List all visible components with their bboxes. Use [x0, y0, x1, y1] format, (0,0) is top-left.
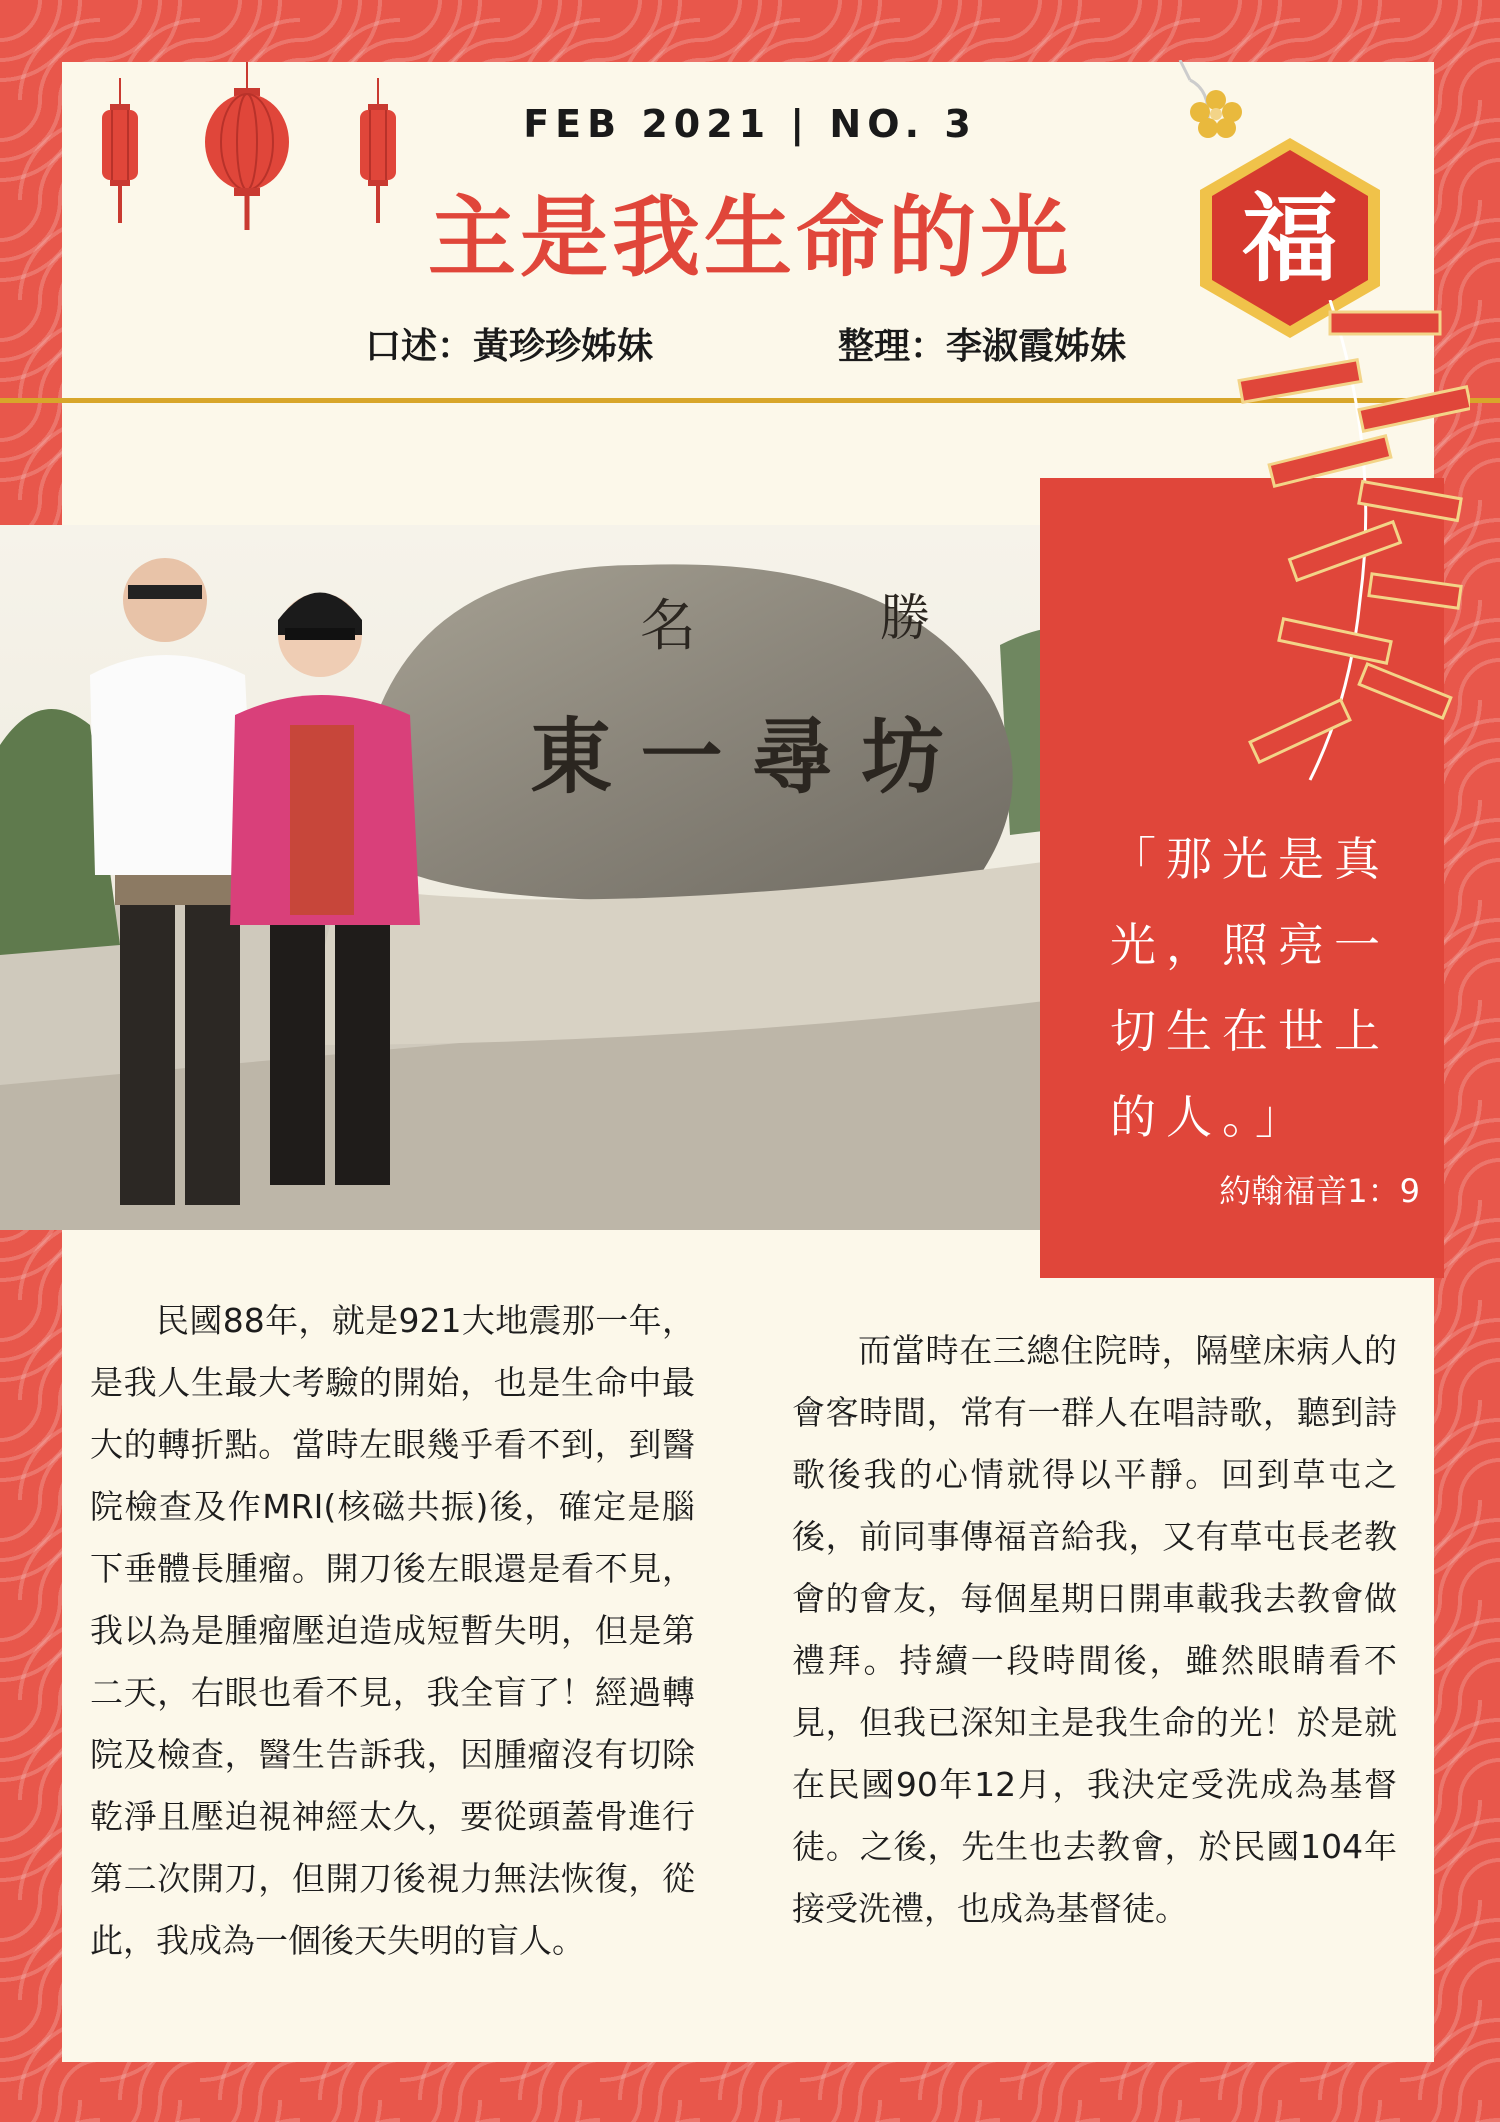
svg-text:福: 福 — [1242, 182, 1338, 295]
scripture-quote — [1110, 816, 1430, 1160]
issue-label: FEB 2021 | NO. 3 — [523, 102, 977, 146]
fu-hexagon-ornament — [1160, 60, 1400, 340]
quote-line: 光，照亮一 — [1110, 918, 1390, 972]
quote-line: 的人。」 — [1110, 1090, 1311, 1144]
body-column-left: 民國88年，就是921大地震那一年，是我人生最大考驗的開始，也是生命中最大的轉折點。當時左眼幾乎看不到，到醫院檢查及作MRI(核磁共振)後，確定是腦下垂體長腫瘤。開刀後左眼還是看不見，我以為是腫瘤壓迫造成短暫失明，但是第二天，右眼也看不見，我全盲了！經過轉院及檢查，醫生告訴我，因腫瘤沒有切除乾淨且壓迫視神經太久，要從頭蓋骨進行第二次開刀，但開刀後視力無法恢復，從此，我成為一個後天失明的盲人。 — [90, 1301, 695, 1960]
page-title: 主是我生命的光 — [427, 186, 1072, 289]
svg-text:東 一 尋 坊: 東 一 尋 坊 — [530, 709, 944, 805]
couple-photo — [0, 525, 1094, 1230]
quote-line: 「那光是真 — [1110, 832, 1390, 886]
narrator-credit: 口述：黃珍珍姊妹 — [365, 326, 654, 367]
scripture-reference: 約翰福音1：9 — [1219, 1172, 1420, 1210]
svg-text:名: 名 — [640, 594, 696, 659]
editor-credit: 整理：李淑霞姊妹 — [838, 326, 1127, 367]
quote-line: 切生在世上 — [1110, 1004, 1390, 1058]
body-column-right: 而當時在三總住院時，隔壁床病人的會客時間，常有一群人在唱詩歌，聽到詩歌後我的心情就得以平靜。回到草屯之後，前同事傳福音給我，又有草屯長老教會的會友，每個星期日開車載我去教會做禮拜。持續一段時間後，雖然眼睛看不見，但我已深知主是我生命的光！於是就在民國90年12月，我決定受洗成為基督徒。之後，先生也去教會，於民國104年接受洗禮，也成為基督徒。 — [792, 1331, 1397, 1928]
firecrackers-icon — [1210, 300, 1470, 800]
svg-text:勝: 勝 — [880, 589, 930, 647]
